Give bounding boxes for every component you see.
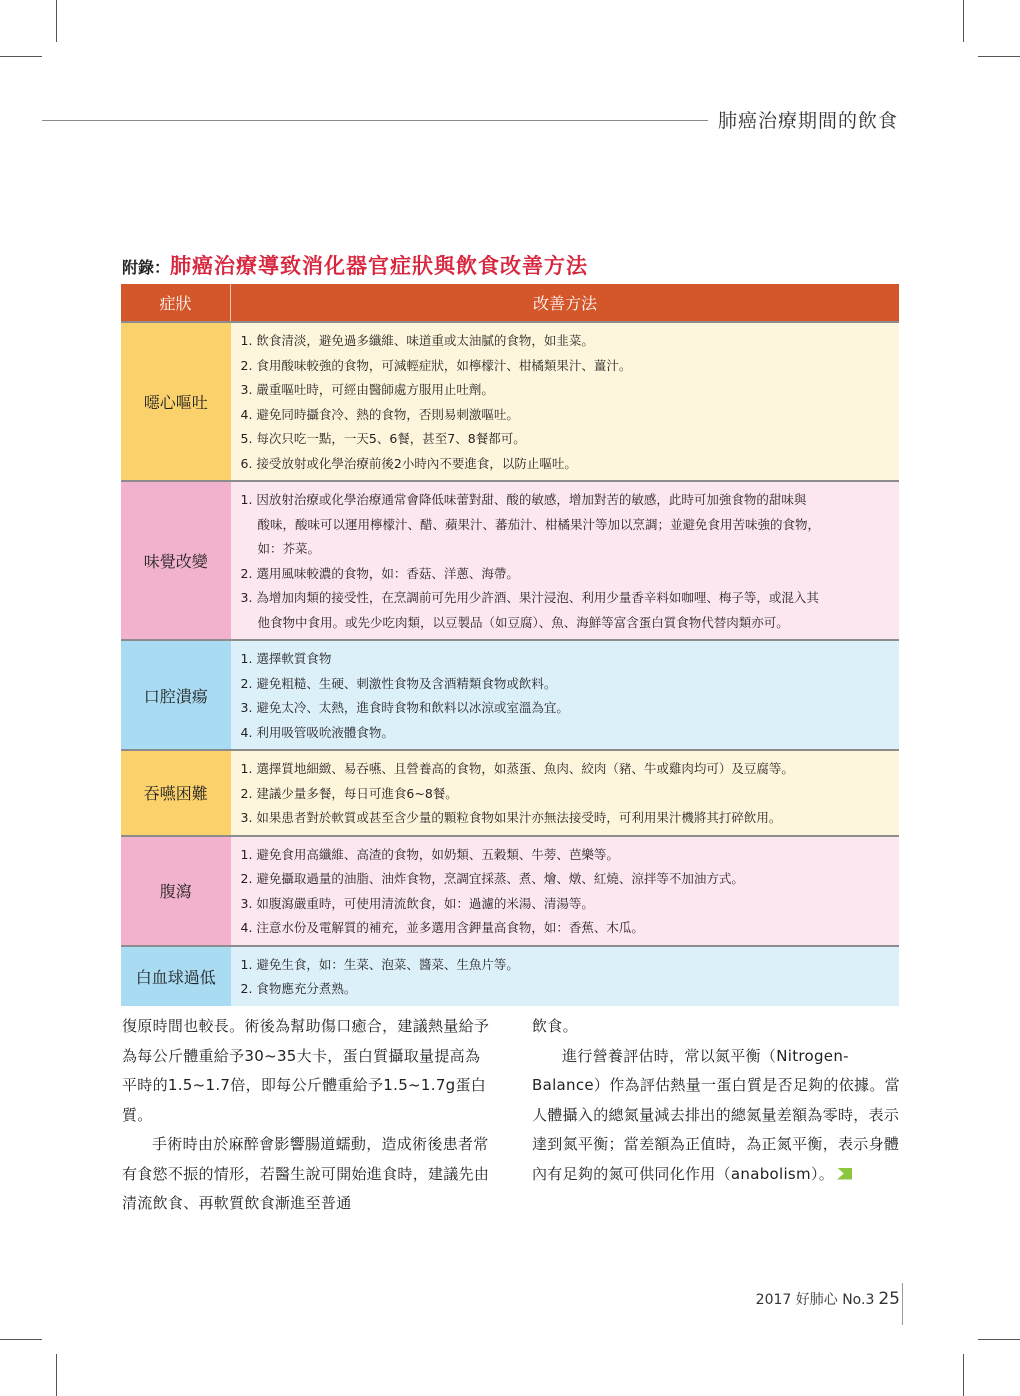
table-row: [121, 750, 899, 836]
method-item: [241, 696, 892, 721]
method-item: [241, 916, 892, 941]
table-row: [121, 836, 899, 946]
method-item: [241, 892, 892, 917]
page-number: 25: [878, 1289, 900, 1309]
method-item-line: 3. 避免太冷、太熱，進食時食物和飲料以冰涼或室溫為宜。: [240, 700, 569, 715]
table-row: [121, 481, 899, 640]
appendix-heading: [122, 250, 588, 280]
footer-divider: [902, 1283, 903, 1325]
crop-mark: [963, 1354, 964, 1396]
method-item-line: 3. 嚴重嘔吐時，可經由醫師處方服用止吐劑。: [240, 382, 494, 397]
method-item: [241, 427, 892, 452]
method-item-line: 如：芥菜。: [257, 541, 321, 556]
method-item-line: 5. 每次只吃一點，一天5、6餐，甚至7、8餐都可。: [240, 431, 526, 446]
method-item-line: 3. 如果患者對於軟質或甚至含少量的顆粒食物如果汁亦無法接受時，可利用果汁機將其打碎飲用。: [240, 810, 782, 825]
body-paragraph: [532, 1042, 900, 1190]
header-method: 改善方法: [231, 284, 900, 322]
method-item-line: 1. 因放射治療或化學治療通常會降低味蕾對甜、酸的敏感，增加對苦的敏感，此時可加強食物的甜味與: [240, 492, 807, 507]
method-item: [241, 354, 892, 379]
method-item-line: 2. 避免粗糙、生硬、刺激性食物及含酒精類食物或飲料。: [240, 675, 557, 691]
method-cell: [231, 481, 900, 640]
method-item: [241, 403, 892, 428]
symptom-cell: 吞嚥困難: [121, 750, 231, 836]
method-item-line: 1. 選擇質地細緻、易吞嚥、且營養高的食物，如蒸蛋、魚肉、絞肉（豬、牛或雞肉均可）及豆腐等。: [240, 761, 794, 776]
body-paragraph-text: 進行營養評估時，常以氮平衡（Nitrogen-Balance）作為評估熱量一蛋白質是否足夠的依據。當人體攝入的總氮量減去排出的總氮量差額為零時，表示達到氮平衡；當差額為正值時，為正氮平衡，表示身體內有足夠的氮可供同化作用（anabolism）。: [532, 1046, 900, 1183]
method-item-line: 4. 避免同時攝食冷、熱的食物，否則易刺激嘔吐。: [240, 406, 519, 422]
method-item: [241, 721, 892, 746]
method-item-line: 2. 食用酸味較強的食物，可減輕症狀，如檸檬汁、柑橘類果汁、薑汁。: [240, 357, 632, 373]
method-item: [241, 757, 892, 782]
symptom-cell: 味覺改變: [121, 481, 231, 640]
crop-mark: [963, 0, 964, 42]
method-item: [241, 843, 892, 868]
crop-mark: [0, 56, 42, 57]
method-item-line: 1. 選擇軟質食物: [240, 651, 332, 666]
method-cell: [231, 640, 900, 750]
method-item: [241, 562, 892, 587]
method-cell: [231, 946, 900, 1006]
crop-mark: [56, 1354, 57, 1396]
method-item: [241, 647, 892, 672]
method-item-line: 2. 避免攝取過量的油脂、油炸食物，烹調宜採蒸、煮、燴、燉、紅燒、涼拌等不加油方式。: [240, 871, 744, 886]
table-row: [121, 640, 899, 750]
method-item-line: 3. 為增加肉類的接受性，在烹調前可先用少許酒、果汁浸泡、利用少量香辛料如咖哩、梅子等，或混入其: [240, 590, 819, 605]
header-symptom: 症狀: [121, 284, 231, 322]
method-item-line: 他食物中食用。或先少吃肉類，以豆製品（如豆腐）、魚、海鮮等富含蛋白質食物代替肉類亦可。: [257, 614, 789, 630]
method-item: [241, 452, 892, 477]
table-header-row: [121, 284, 899, 322]
method-cell: [231, 322, 900, 481]
body-paragraph: 復原時間也較長。術後為幫助傷口癒合，建議熱量給予為每公斤體重給予30~35大卡，蛋白質攝取量提高為平時的1.5~1.7倍，即每公斤體重給予1.5~1.7g蛋白質。: [122, 1017, 490, 1124]
table-body: [121, 322, 899, 1006]
table-row: [121, 322, 899, 481]
method-item: [241, 953, 892, 978]
body-column-left: [122, 1012, 490, 1219]
method-item: [241, 586, 892, 635]
table-row: [121, 946, 899, 1006]
method-item: [241, 867, 892, 892]
method-item-line: 1. 避免食用高纖維、高渣的食物，如奶類、五穀類、牛蒡、芭樂等。: [240, 846, 619, 862]
method-item-line: 4. 注意水份及電解質的補充，並多選用含鉀量高食物，如：香蕉、木瓜。: [240, 920, 644, 935]
method-item-line: 6. 接受放射或化學治療前後2小時內不要進食，以防止嘔吐。: [240, 455, 577, 471]
method-item-line: 1. 飲食清淡，避免過多纖維、味道重或太油膩的食物，如韭菜。: [240, 333, 594, 348]
crop-mark: [978, 1339, 1020, 1340]
crop-mark: [0, 1339, 42, 1340]
page-footer: [750, 1289, 900, 1309]
end-mark-icon: [837, 1168, 852, 1180]
body-column-right: [532, 1012, 900, 1189]
crop-mark: [978, 56, 1020, 57]
issue-label: 2017 好肺心 No.3: [755, 1292, 875, 1308]
method-cell: [231, 750, 900, 836]
method-item-line: 2. 食物應充分煮熟。: [240, 981, 357, 996]
symptom-cell: 腹瀉: [121, 836, 231, 946]
symptom-cell: 白血球過低: [121, 946, 231, 1006]
method-item-line: 2. 選用風味較濃的食物，如：香菇、洋蔥、海帶。: [240, 565, 519, 581]
method-item-line: 2. 建議少量多餐，每日可進食6~8餐。: [240, 785, 458, 801]
method-item: [241, 488, 892, 562]
method-item: [241, 977, 892, 1002]
symptom-cell: 口腔潰瘍: [121, 640, 231, 750]
method-item: [241, 806, 892, 831]
method-item: [241, 782, 892, 807]
method-item-line: 酸味，酸味可以運用檸檬汁、醋、蘋果汁、蕃茄汁、柑橘果汁等加以烹調；並避免食用苦味強的食物，: [257, 516, 821, 532]
crop-mark: [56, 0, 57, 42]
method-item-line: 3. 如腹瀉嚴重時，可使用清流飲食，如：過濾的米湯、清湯等。: [240, 895, 594, 911]
method-cell: [231, 836, 900, 946]
running-header-rule: [42, 120, 708, 121]
method-item: [241, 329, 892, 354]
method-item-line: 1. 避免生食，如：生菜、泡菜、醬菜、生魚片等。: [240, 956, 519, 972]
method-item: [241, 672, 892, 697]
body-paragraph: 飲食。: [532, 1017, 578, 1035]
method-item: [241, 378, 892, 403]
appendix-label: 附錄：: [122, 258, 171, 277]
body-paragraph: 手術時由於麻醉會影響腸道蠕動，造成術後患者常有食慾不振的情形，若醫生說可開始進食時，建議先由清流飲食、再軟質飲食漸進至普通: [122, 1135, 490, 1212]
symptom-cell: 噁心嘔吐: [121, 322, 231, 481]
method-item-line: 4. 利用吸管吸吮液體食物。: [240, 724, 394, 740]
running-header-title: 肺癌治療期間的飲食: [717, 110, 898, 132]
symptom-table: [121, 284, 899, 1006]
appendix-title: 肺癌治療導致消化器官症狀與飲食改善方法: [170, 254, 589, 278]
